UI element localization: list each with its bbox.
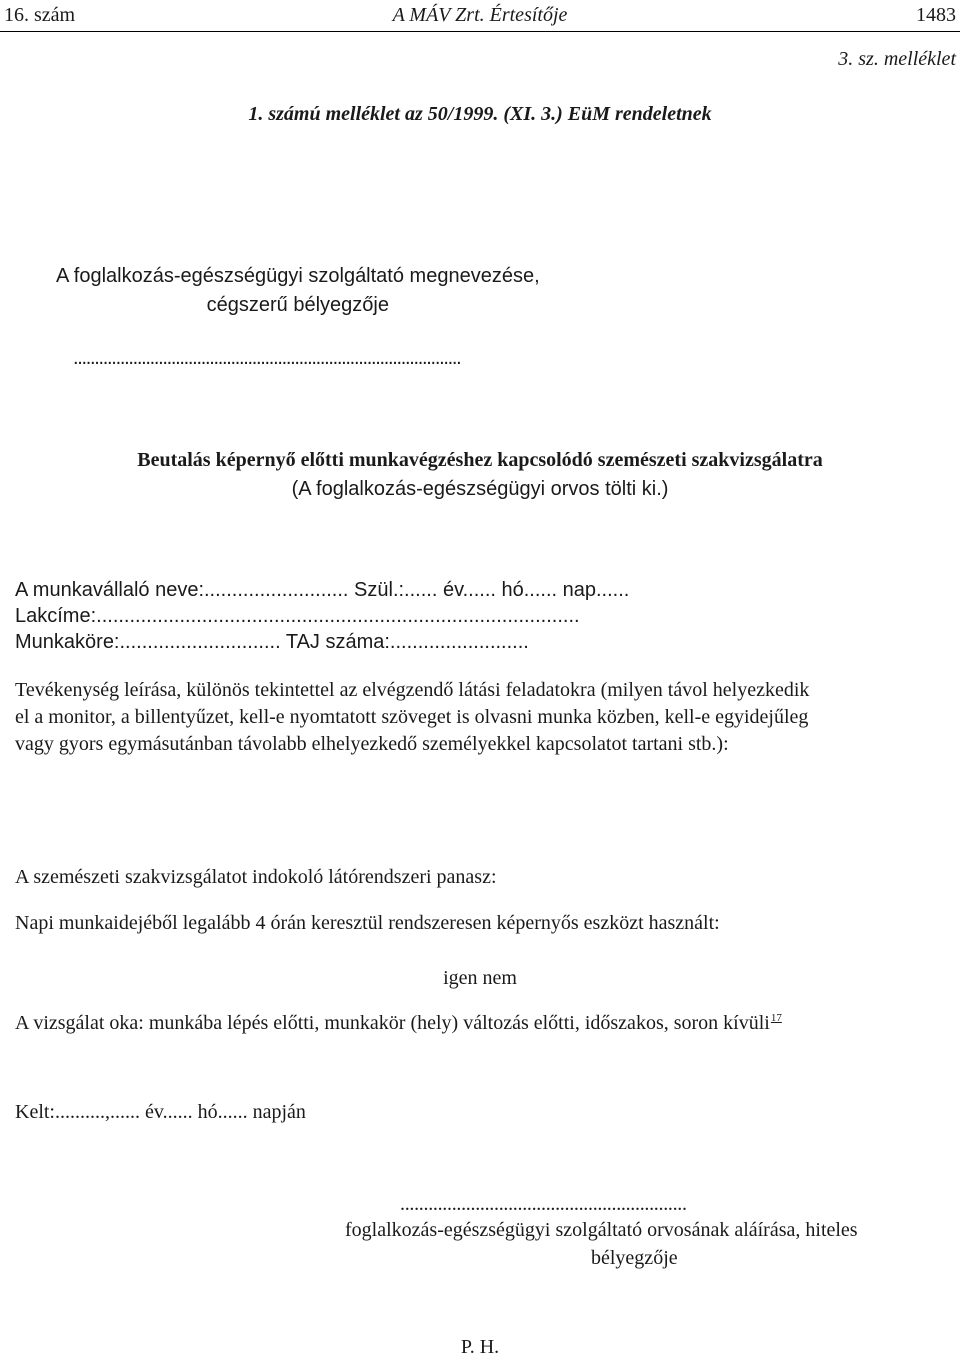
address-field: Lakcíme:....................................................................................... [15, 605, 580, 627]
signature-dots: ............................................................. [400, 1193, 687, 1215]
provider-block [56, 262, 540, 320]
description-line-2: el a monitor, a billentyűzet, kell-e nyomtatott szöveget is olvasni munka közben, kell-e egyidejűleg [15, 706, 809, 728]
date-line: Kelt:..........,...... év...... hó...... napján [15, 1101, 306, 1123]
employee-fields [15, 577, 629, 655]
description-line-1: Tevékenység leírása, különös tekintettel az elvégzendő látási feladatokra (milyen távol helyezkedik [15, 679, 810, 701]
provider-dots: ........................................................................................... [73, 347, 461, 369]
complaint-label: A szemészeti szakvizsgálatot indokoló látórendszeri panasz: [15, 866, 497, 888]
footnote-reference: 17 [770, 1012, 782, 1025]
form-subtitle: (A foglalkozás-egészségügyi orvos tölti ki.) [291, 478, 669, 500]
answer-options: igen nem [443, 967, 517, 989]
annex-label: 3. sz. melléklet [838, 48, 956, 70]
provider-line-2: cégszerű bélyegzője [206, 294, 389, 316]
signature-caption-2: bélyegzője [591, 1247, 678, 1269]
job-taj-field: Munkaköre:............................. TAJ száma:......................... [15, 631, 529, 653]
issue-number: 16. szám [4, 4, 76, 26]
exam-reason [15, 1012, 782, 1035]
page-number: 1483 [916, 4, 956, 26]
annex-reference: 1. számú melléklet az 50/1999. (XI. 3.) EüM rendeletnek [248, 103, 712, 125]
screen-usage-question: Napi munkaidejéből legalább 4 órán keresztül rendszeresen képernyős eszközt használt: [15, 912, 720, 934]
employee-name-field: A munkavállaló neve:.......................... Szül.:...... év...... hó...... nap...... [15, 579, 630, 601]
stamp-mark: P. H. [460, 1336, 500, 1358]
activity-description [15, 677, 945, 758]
provider-line-1: A foglalkozás-egészségügyi szolgáltató megnevezése, [56, 265, 540, 287]
form-title: Beutalás képernyő előtti munkavégzéshez kapcsolódó szemészeti szakvizsgálatra [137, 449, 823, 471]
description-line-3: vagy gyors egymásutánban távolabb elhelyezkedő személyekkel kapcsolatot tartani stb.): [15, 733, 729, 755]
header-rule [0, 31, 960, 32]
signature-caption-1: foglalkozás-egészségügyi szolgáltató orvosának aláírása, hiteles [345, 1219, 858, 1241]
exam-reason-text: A vizsgálat oka: munkába lépés előtti, munkakör (hely) változás előtti, időszakos, soron kívüli [15, 1012, 770, 1034]
publication-title: A MÁV Zrt. Értesítője [392, 4, 568, 26]
